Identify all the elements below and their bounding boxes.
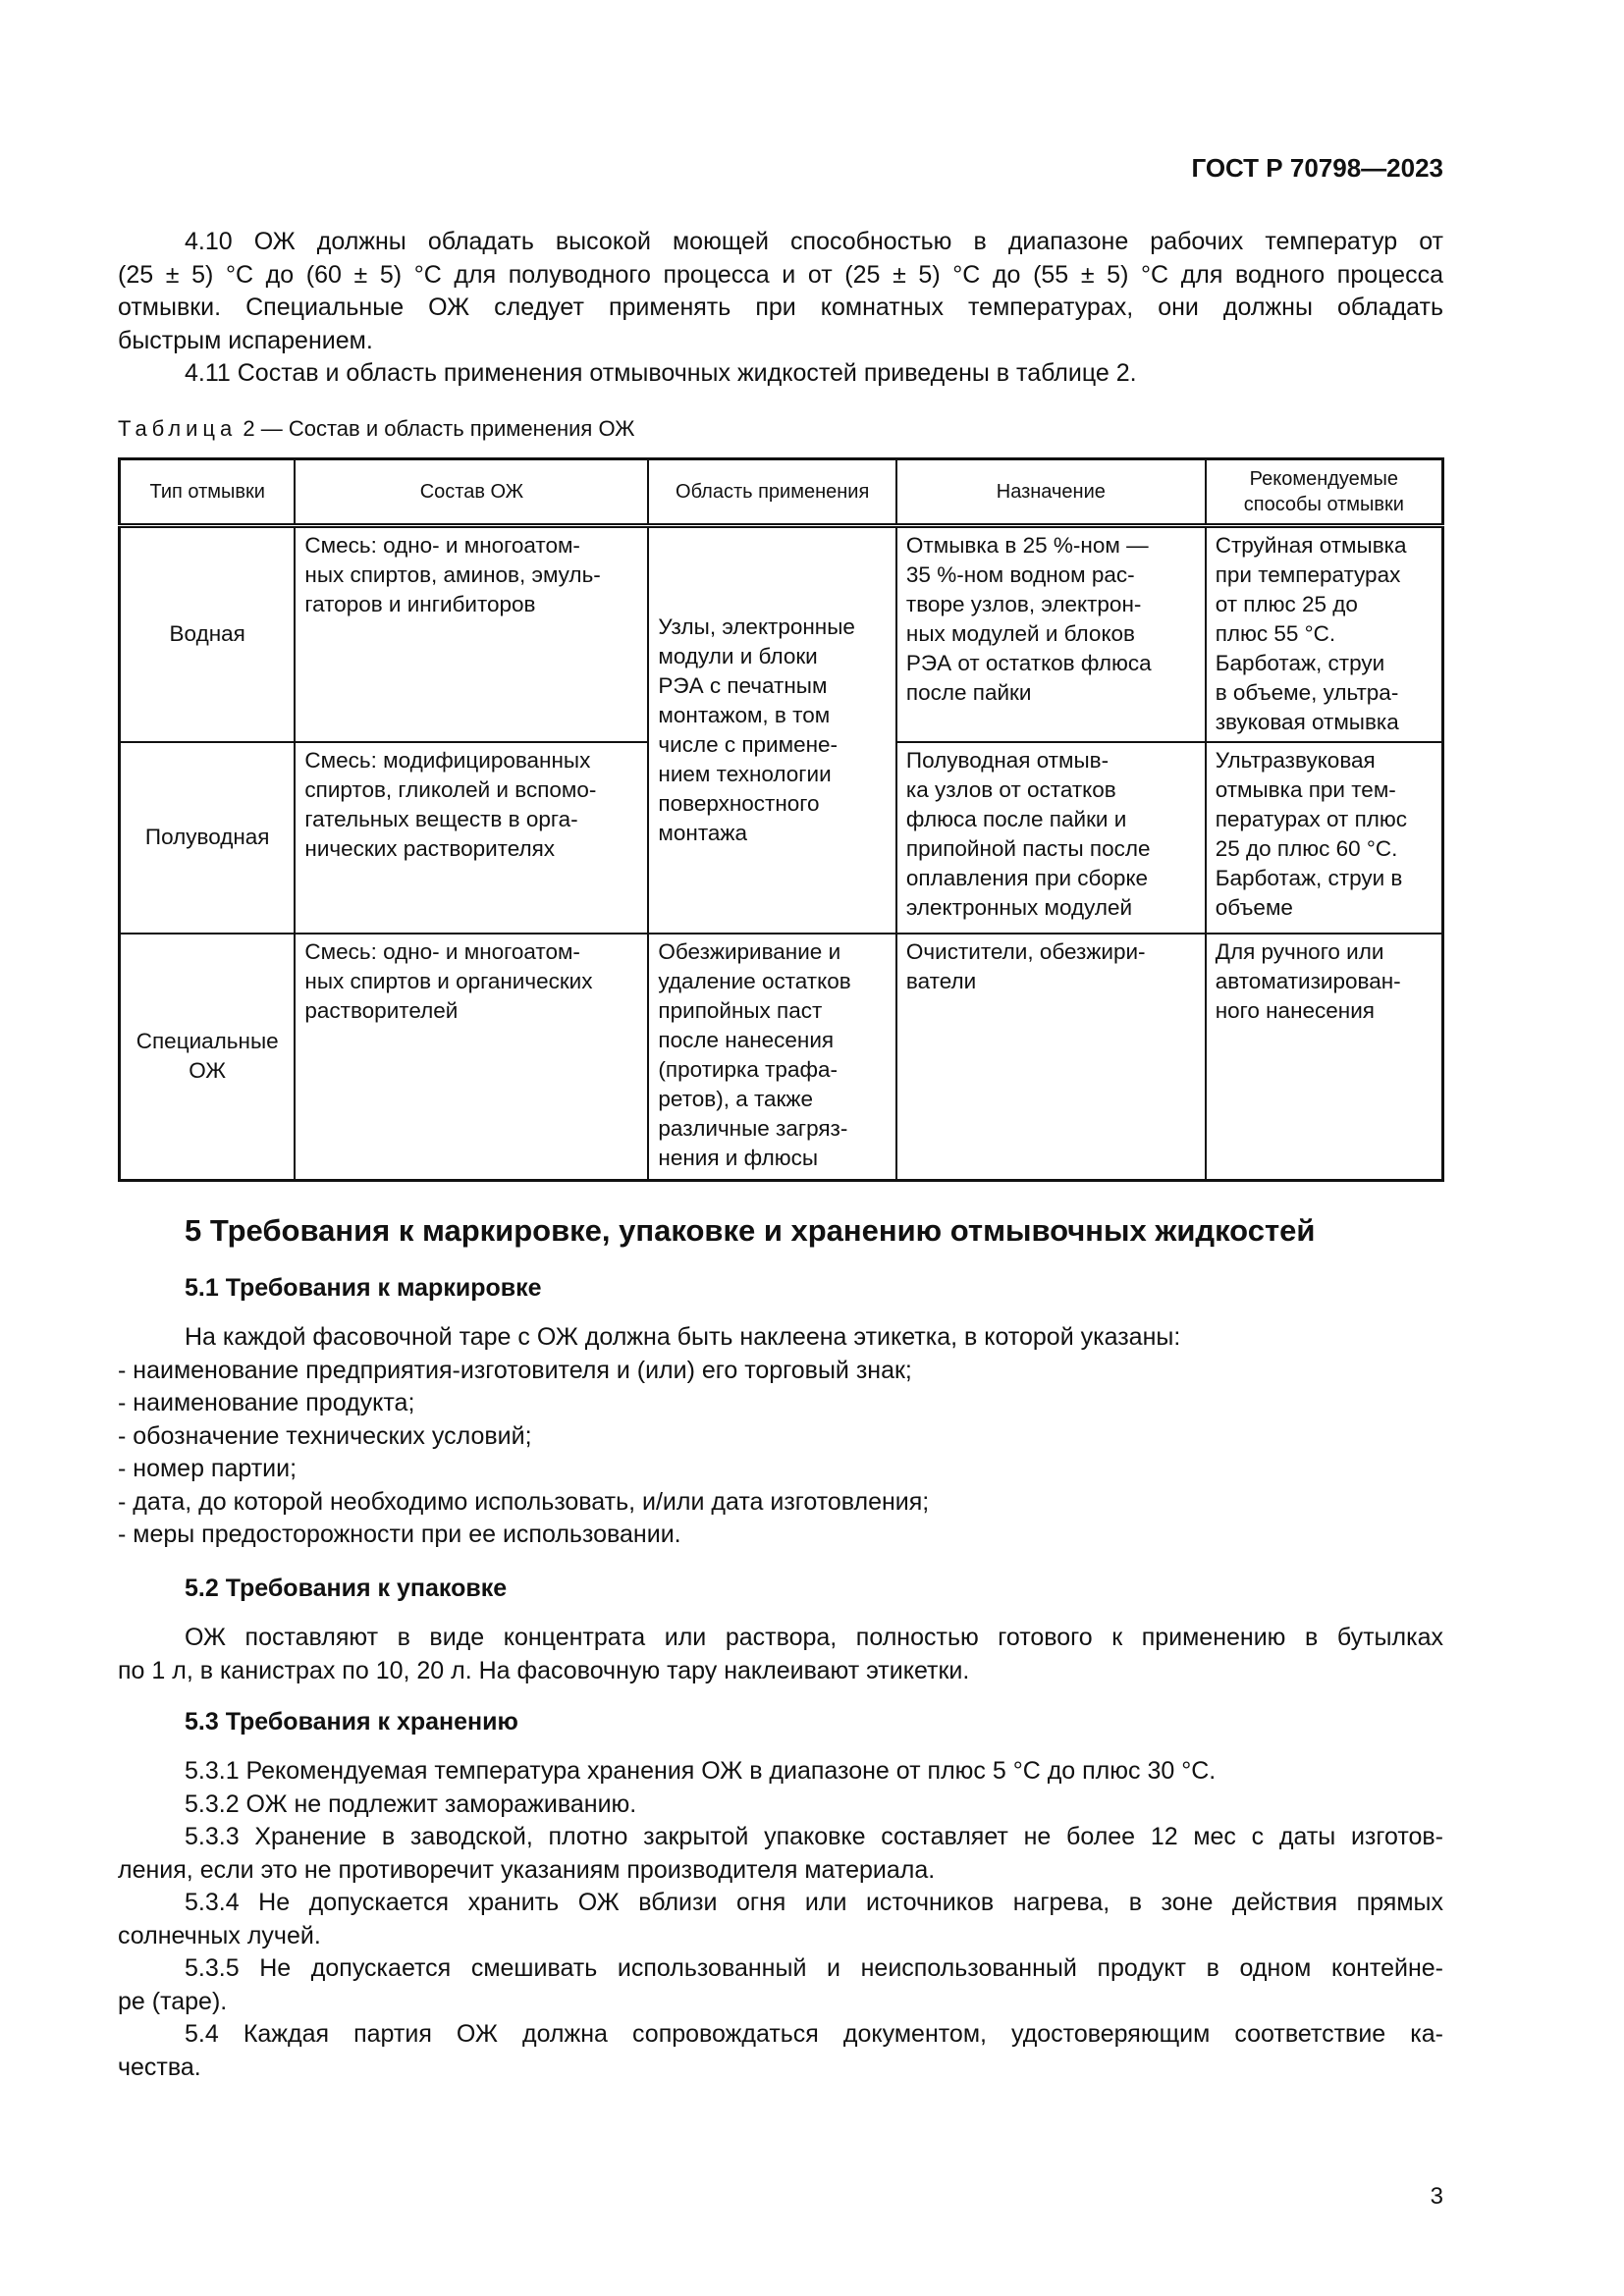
text-line: (25 ± 5) °С до (60 ± 5) °С для полуводного процесса и от (25 ± 5) °С до (55 ± 5) °С для водного процесса <box>118 260 1443 289</box>
section-5-1-text <box>118 1321 1443 1552</box>
page-number: 3 <box>1430 2183 1443 2210</box>
text-line: ления, если это не противоречит указаниям производителя материала. <box>118 1855 936 1884</box>
text-line: 4.10 ОЖ должны обладать высокой моющей способностью в диапазоне рабочих температур от <box>185 228 1443 255</box>
text-line: быстрым испарением. <box>118 326 373 354</box>
cell-methods: Струйная отмывка при температурах от плюс 25 до плюс 55 °С. Барботаж, струи в объеме, ультра- звуковая отмывка <box>1206 526 1443 742</box>
table-header-row <box>120 459 1443 526</box>
text-line: ре (таре). <box>118 1987 228 2015</box>
section-5-heading: 5 Требования к маркировке, упаковке и хранению отмывочных жидкостей <box>185 1213 1316 1248</box>
document-designation: ГОСТ Р 70798—2023 <box>1191 153 1443 183</box>
cell-composition: Смесь: модифицированных спиртов, гликолей и вспомо- гательных веществ в орга- нических растворителях <box>295 742 648 934</box>
text-line: 5.3.4 Не допускается хранить ОЖ вблизи огня или источников нагрева, в зоне действия прямых <box>185 1889 1443 1916</box>
table-caption <box>118 416 634 442</box>
cell-methods: Ультразвуковая отмывка при тем- пературах от плюс 25 до плюс 60 °С. Барботаж, струи в объеме <box>1206 742 1443 934</box>
cell-purpose: Отмывка в 25 %-ном — 35 %-ном водном рас- творе узлов, электрон- ных модулей и блоков РЭА от остатков флюса после пайки <box>896 526 1206 742</box>
cell-type: Водная <box>120 526 296 742</box>
text-line: 5.3.1 Рекомендуемая температура хранения ОЖ в диапазоне от плюс 5 °С до плюс 30 °С. <box>185 1757 1217 1785</box>
cell-composition: Смесь: одно- и многоатом- ных спиртов и органических растворителей <box>295 934 648 1181</box>
cell-type: Полуводная <box>120 742 296 934</box>
list-item: - наименование продукта; <box>118 1389 415 1416</box>
column-header: Тип отмывки <box>120 459 296 526</box>
table-caption-text: 2 — Состав и область применения ОЖ <box>237 416 635 441</box>
cell-purpose: Очистители, обезжири- ватели <box>896 934 1206 1181</box>
text-line: 5.3.2 ОЖ не подлежит замораживанию. <box>185 1789 637 1818</box>
list-item: - номер партии; <box>118 1455 298 1482</box>
paragraph-4-10 <box>118 226 1443 391</box>
text-line: по 1 л, в канистрах по 10, 20 л. На фасовочную тару наклеивают этикетки. <box>118 1656 970 1684</box>
text-line: ОЖ поставляют в виде концентрата или раствора, полностью готового к применению в бутылках <box>185 1624 1443 1651</box>
cell-composition: Смесь: одно- и многоатом- ных спиртов, аминов, эмуль- гаторов и ингибиторов <box>295 526 648 742</box>
list-item: - наименование предприятия-изготовителя и (или) его торговый знак; <box>118 1356 912 1384</box>
text-line: чества. <box>118 2053 201 2081</box>
cell-methods: Для ручного или автоматизирован- ного нанесения <box>1206 934 1443 1181</box>
section-5-2-text <box>118 1622 1443 1687</box>
section-5-3-heading: 5.3 Требования к хранению <box>185 1708 518 1735</box>
cell-area: Обезжиривание и удаление остатков припойных паст после нанесения (протирка трафа- ретов), а также различные загряз- нения и флюсы <box>648 934 896 1181</box>
cell-type: Специальные ОЖ <box>120 934 296 1181</box>
composition-table <box>118 457 1444 1182</box>
table-row <box>120 934 1443 1181</box>
text-line: 5.3.3 Хранение в заводской, плотно закрытой упаковке составляет не более 12 мес с даты изготов- <box>185 1823 1443 1850</box>
column-header: Назначение <box>896 459 1206 526</box>
list-item: - дата, до которой необходимо использовать, и/или дата изготовления; <box>118 1487 930 1516</box>
list-item: - меры предосторожности при ее использовании. <box>118 1521 681 1548</box>
text-line: отмывки. Специальные ОЖ следует применять при комнатных температурах, они должны обладать <box>118 294 1443 321</box>
section-5-2-heading: 5.2 Требования к упаковке <box>185 1575 508 1602</box>
list-item: - обозначение технических условий; <box>118 1421 532 1450</box>
column-header: Состав ОЖ <box>295 459 648 526</box>
text-line: 5.4 Каждая партия ОЖ должна сопровождаться документом, удостоверяющим соответствие ка- <box>185 2020 1443 2048</box>
table-row <box>120 526 1443 742</box>
table-caption-word: Таблица <box>118 416 238 441</box>
column-header: Рекомендуемые способы отмывки <box>1206 459 1443 526</box>
paragraph-4-11: 4.11 Состав и область применения отмывочных жидкостей приведены в таблице 2. <box>185 359 1137 387</box>
text-line: 5.3.5 Не допускается смешивать использованный и неиспользованный продукт в одном контейне- <box>185 1954 1443 1982</box>
section-5-3-text <box>118 1755 1443 2084</box>
column-header: Область применения <box>648 459 896 526</box>
cell-area-shared: Узлы, электронные модули и блоки РЭА с печатным монтажом, в том числе с примене- нием технологии поверхностного монтажа <box>648 526 896 934</box>
text-line: На каждой фасовочной таре с ОЖ должна быть наклеена этикетка, в которой указаны: <box>185 1323 1181 1351</box>
text-line: солнечных лучей. <box>118 1921 321 1949</box>
cell-purpose: Полуводная отмыв- ка узлов от остатков флюса после пайки и припойной пасты после оплавления при сборке электронных модулей <box>896 742 1206 934</box>
section-5-1-heading: 5.1 Требования к маркировке <box>185 1274 542 1302</box>
